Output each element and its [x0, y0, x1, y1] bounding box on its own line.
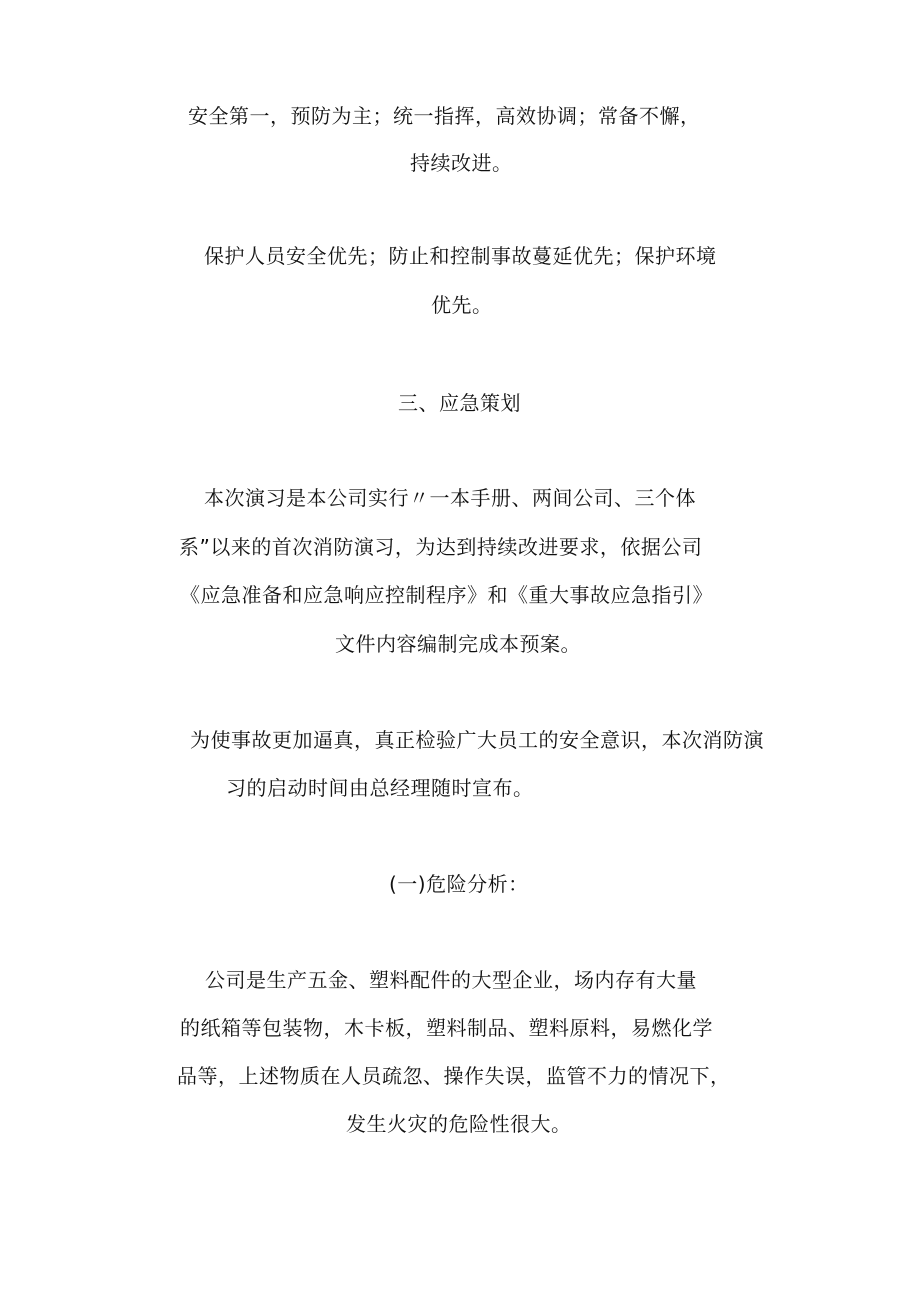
hazard-line-3: 品等，上述物质在人员疏忽、操作失误，监管不力的情况下， — [177, 1064, 731, 1088]
hazard-line-1: 公司是生产五金、塑料配件的大型企业，场内存有大量 — [205, 968, 697, 992]
drill-intro-line-2: 系”以来的首次消防演习，为达到持续改进要求，依据公司 — [179, 535, 703, 559]
hazard-line-4: 发生火灾的危险性很大。 — [346, 1112, 572, 1136]
principles-line-1: 安全第一，预防为主；统一指挥，高效协调；常备不懈， — [188, 104, 701, 128]
drill-start-line-1: 为使事故更加逼真，真正检验广大员工的安全意识，本次消防演 — [190, 728, 764, 752]
priorities-line-2: 优先。 — [431, 293, 493, 317]
section-heading-emergency-planning: 三、应急策划 — [398, 391, 521, 415]
priorities-line-1: 保护人员安全优先；防止和控制事故蔓延优先；保护环境 — [204, 244, 717, 268]
drill-intro-line-4: 文件内容编制完成本预案。 — [335, 632, 581, 656]
hazard-line-2: 的纸箱等包装物，木卡板，塑料制品、塑料原料，易燃化学 — [180, 1016, 713, 1040]
drill-intro-line-1: 本次演习是本公司实行〃一本手册、两间公司、三个体 — [204, 486, 696, 510]
drill-intro-line-3: 《应急准备和应急响应控制程序》和《重大事故应急指引》 — [180, 583, 713, 607]
principles-line-2: 持续改进。 — [410, 151, 513, 175]
subsection-heading-hazard-analysis: (一)危险分析： — [389, 872, 529, 896]
drill-start-line-2: 习的启动时间由总经理随时宣布。 — [226, 776, 534, 800]
